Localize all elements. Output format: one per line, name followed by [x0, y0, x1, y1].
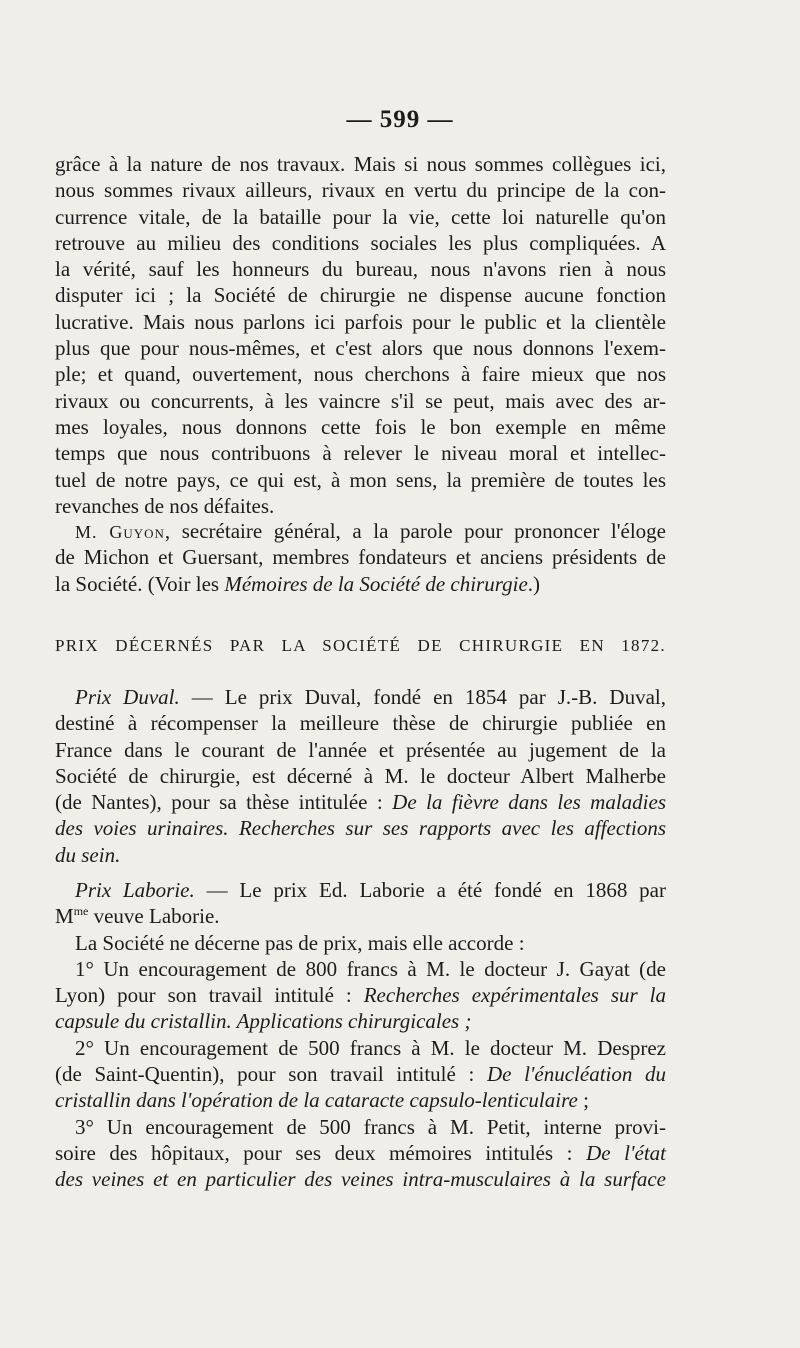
text-line: currence vitale, de la bataille pour la vie, cette loi naturelle qu'on [55, 204, 666, 229]
text-line: retrouve au milieu des conditions sociales les plus compliquées. A [55, 230, 666, 255]
paragraph-prix-laborie [55, 877, 666, 1193]
text-line: mes loyales, nous donnons cette fois le bon exemple en même [55, 414, 666, 439]
text-line: $M^{me}$ veuve Laborie. [55, 904, 220, 929]
encouragement-1: 1° Un encouragement de 800 francs à M. le docteur J. Gayat (de [75, 956, 666, 981]
text-line: du sein. [55, 842, 121, 867]
text-line: des veines et en particulier des veines intra-musculaires à la surface [55, 1167, 666, 1192]
encouragement-2: 2° Un encouragement de 500 francs à M. le docteur M. Desprez [75, 1035, 666, 1060]
text-line: capsule du cristallin. Applications chirurgicales ; [55, 1009, 472, 1034]
text-line: plus que pour nous-mêmes, et c'est alors que nous donnons l'exem- [55, 336, 666, 361]
text-line: la vérité, sauf les honneurs du bureau, nous n'avons rien à nous [55, 257, 666, 282]
reference-title: Mémoires de la Société de chirurgie [224, 571, 528, 596]
text-line: cristallin dans l'opération de la cataracte capsulo-lenticulaire ; [55, 1088, 589, 1113]
paragraph-prix-duval [55, 684, 666, 868]
text-line: La Société ne décerne pas de prix, mais elle accorde : [75, 930, 525, 955]
text-line: tuel de notre pays, ce qui est, à mon sens, la première de toutes les [55, 467, 666, 492]
prize-label: Prix Duval. [75, 685, 180, 709]
text-line: destiné à récompenser la meilleure thèse de chirurgie publiée en [55, 711, 666, 736]
text-line: lucrative. Mais nous parlons ici parfois pour le public et la clientèle [55, 309, 666, 334]
text-line: grâce à la nature de nos travaux. Mais si nous sommes collègues ici, [55, 152, 666, 176]
encouragement-3: 3° Un encouragement de 500 francs à M. Petit, interne provi- [75, 1114, 666, 1139]
text-line: la Société. (Voir les Mémoires de la Société de chirurgie.) [55, 571, 541, 596]
speaker-name: M. Guyon [75, 522, 165, 542]
page-number: — 599 — [346, 106, 454, 133]
text-line: rivaux ou concurrents, à les vaincre s'il se peut, mais avec des ar- [55, 388, 666, 413]
text-line: (de Nantes), pour sa thèse intitulée : De la fièvre dans les maladies [55, 790, 666, 815]
text-line: France dans le courant de l'année et présentée au jugement de la [55, 737, 666, 762]
text-line: Prix Duval. — Le prix Duval, fondé en 1854 par J.-B. Duval, [75, 685, 666, 709]
text-line: de Michon et Guersant, membres fondateurs et anciens présidents de [55, 545, 666, 570]
text-line: disputer ici ; la Société de chirurgie ne dispense aucune fonction [55, 283, 666, 308]
text-line: soire des hôpitaux, pour ses deux mémoires intitulés : De l'état [55, 1140, 666, 1165]
prize-label: Prix Laborie. [75, 878, 195, 902]
text-line: Prix Laborie. — Le prix Ed. Laborie a été fondé en 1868 par [75, 878, 666, 902]
text-line: temps que nous contribuons à relever le niveau moral et intellec- [55, 441, 666, 466]
section-heading: PRIX DÉCERNÉS PAR LA SOCIÉTÉ DE CHIRURGIE EN 1872. [55, 636, 666, 655]
text-line: (de Saint-Quentin), pour son travail intitulé : De l'énucléation du [55, 1062, 666, 1087]
text-line: nous sommes rivaux ailleurs, rivaux en vertu du principe de la con- [55, 178, 666, 203]
text-line: Lyon) pour son travail intitulé : Recherches expérimentales sur la [55, 983, 666, 1008]
text-line: ple; et quand, ouvertement, nous cherchons à faire mieux que nos [55, 362, 666, 387]
text-line: revanches de nos défaites. [55, 493, 275, 518]
text-line: M. Guyon, secrétaire général, a la parole pour prononcer l'éloge [75, 519, 666, 543]
paragraph-guyon [55, 518, 666, 597]
text-line: Société de chirurgie, est décerné à M. le docteur Albert Malherbe [55, 763, 666, 788]
paragraph-continuation [55, 151, 666, 519]
text-line: des voies urinaires. Recherches sur ses rapports avec les affections [55, 816, 666, 841]
